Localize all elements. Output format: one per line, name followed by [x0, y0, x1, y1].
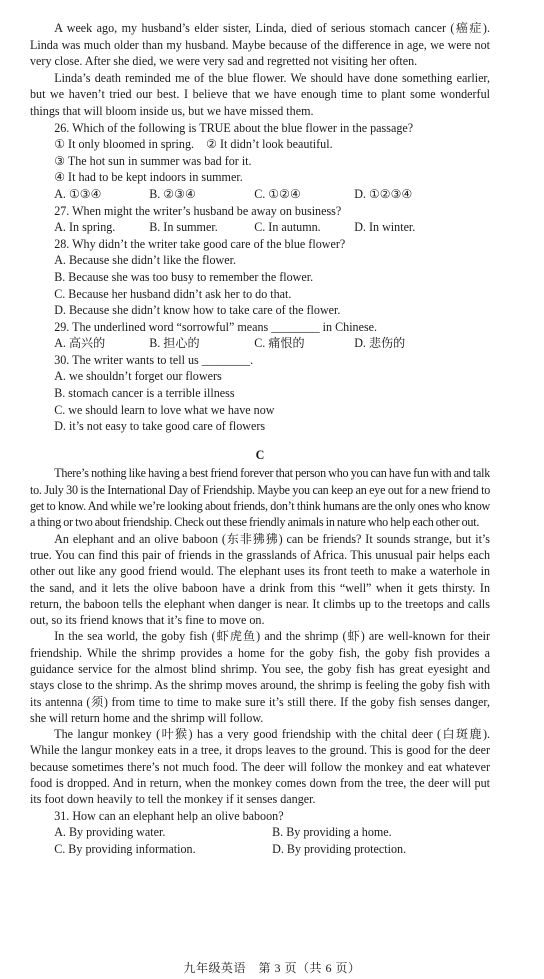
- question-26-statement-2: ③ The hot sun in summer was bad for it.: [54, 153, 252, 168]
- section-c-heading: C: [255, 447, 265, 462]
- section-c-paragraph-3: In the sea world, the goby fish (虾虎鱼) and the shrimp (虾) are well-known for their friendship. While the shrimp provides a home for the goby fish, the goby fish provides a guidance service for the almost blind shrimp. You see, the goby fish has great eyesight and stays close to the shrimp. As the shrimp moves around, the shrimp is feeling the goby fish with its antenna (须) from time to time to make sure it’s still there. If the goby fish senses danger, she will return home and the shrimp will follow.: [30, 629, 490, 725]
- question-29-option-a[interactable]: A. 高兴的: [54, 336, 106, 351]
- question-28-option-d[interactable]: D. Because she didn’t know how to take care of the flower.: [54, 303, 341, 318]
- question-30-option-c[interactable]: C. we should learn to love what we have now: [54, 402, 275, 417]
- question-31-option-d[interactable]: D. By providing protection.: [272, 841, 407, 856]
- question-30-option-b[interactable]: B. stomach cancer is a terrible illness: [54, 386, 235, 401]
- question-26-options: [30, 186, 490, 203]
- question-30-option-a[interactable]: A. we shouldn’t forget our flowers: [54, 369, 222, 384]
- question-31-option-c[interactable]: C. By providing information.: [54, 841, 196, 856]
- question-28-option-b[interactable]: B. Because she was too busy to remember the flower.: [54, 269, 314, 284]
- page-footer: 九年级英语 第 3 页（共 6 页）: [183, 961, 361, 975]
- question-26-option-a[interactable]: A. ①③④: [54, 186, 102, 201]
- passage-b-paragraph-2: Linda’s death reminded me of the blue flower. We should have done something earlier, but we haven’t tried our best. I believe that we have enough time to plant some wonderful things that will bloom inside us, but we have missed them.: [30, 70, 490, 118]
- passage-b-paragraph-1: A week ago, my husband’s elder sister, Linda, died of serious stomach cancer (癌症). Linda was much older than my husband. Maybe because of the difference in age, we were not very close. After she died, we were very sad and regretted not visiting her often.: [30, 21, 490, 69]
- question-26-option-d[interactable]: D. ①②③④: [354, 186, 413, 201]
- question-29-options: [30, 335, 490, 352]
- question-27-option-d[interactable]: D. In winter.: [354, 220, 416, 235]
- question-27-stem: 27. When might the writer’s husband be away on business?: [54, 203, 342, 218]
- question-27-option-c[interactable]: C. In autumn.: [254, 220, 321, 235]
- question-27-option-a[interactable]: A. In spring.: [54, 220, 116, 235]
- question-28-option-c[interactable]: C. Because her husband didn’t ask her to do that.: [54, 286, 292, 301]
- question-31-option-b[interactable]: B. By providing a home.: [272, 824, 392, 839]
- question-28-option-a[interactable]: A. Because she didn’t like the flower.: [54, 253, 236, 268]
- question-26-option-b[interactable]: B. ②③④: [149, 186, 196, 201]
- question-29-stem: 29. The underlined word “sorrowful” means ________ in Chinese.: [54, 319, 378, 334]
- section-c-paragraph-4: The langur monkey (叶猴) has a very good friendship with the chital deer (白斑鹿). While the langur monkey eats in a tree, it drops leaves to the ground. This is good for the deer because sometimes there’s not much food. The deer will follow the monkey and eat whatever food is dropped. And in return, when the monkey comes down from the tree, the deer will put its foot down heavily to tell the monkey if it senses danger.: [30, 727, 490, 807]
- section-c-paragraph-2: An elephant and an olive baboon (东非狒狒) can be friends? It sounds strange, but it’s true. You can find this pair of friends in the grasslands of Africa. This unusual pair helps each other out like any good friend would. The elephant uses its front teeth to make a waterhole in the sand, and it lets the olive baboon have a drink from this “well” when it gets thirsty. In return, the baboon tells the elephant when danger is near. It climbs up to the treetops and calls out, so its friend knows that it’s fine to move on.: [30, 531, 490, 628]
- question-26-stem: 26. Which of the following is TRUE about the blue flower in the passage?: [54, 120, 414, 135]
- question-28-stem: 28. Why didn’t the writer take good care of the blue flower?: [54, 236, 346, 251]
- exam-page: [30, 20, 490, 857]
- question-31-options-row-1: [30, 824, 490, 841]
- question-26-option-c[interactable]: C. ①②④: [254, 186, 301, 201]
- question-27-options: [30, 219, 490, 236]
- question-31-options-row-2: [30, 841, 490, 858]
- question-26-statement-1: ① It only bloomed in spring. ② It didn’t look beautiful.: [54, 137, 333, 152]
- question-31-option-a[interactable]: A. By providing water.: [54, 824, 166, 839]
- question-29-option-c[interactable]: C. 痛恨的: [254, 336, 305, 351]
- section-c: [30, 465, 490, 857]
- question-29-option-d[interactable]: D. 悲伤的: [354, 336, 406, 351]
- section-c-paragraph-1: There’s nothing like having a best friend forever that person who you can have fun with and talk to. July 30 is the International Day of Friendship. Maybe you can keep an eye out for a new friend to get to know. And while we’re looking about friends, don’t think humans are the only ones who know a thing or two about friendship. Check out these friendly animals in nature who help each other out.: [30, 466, 490, 530]
- question-26-statement-3: ④ It had to be kept indoors in summer.: [54, 170, 243, 185]
- question-30-stem: 30. The writer wants to tell us ________.: [54, 352, 254, 367]
- question-30-option-d[interactable]: D. it’s not easy to take good care of flowers: [54, 419, 266, 434]
- question-27-option-b[interactable]: B. In summer.: [149, 220, 218, 235]
- question-29-option-b[interactable]: B. 担心的: [149, 336, 200, 351]
- question-31-stem: 31. How can an elephant help an olive baboon?: [54, 808, 284, 823]
